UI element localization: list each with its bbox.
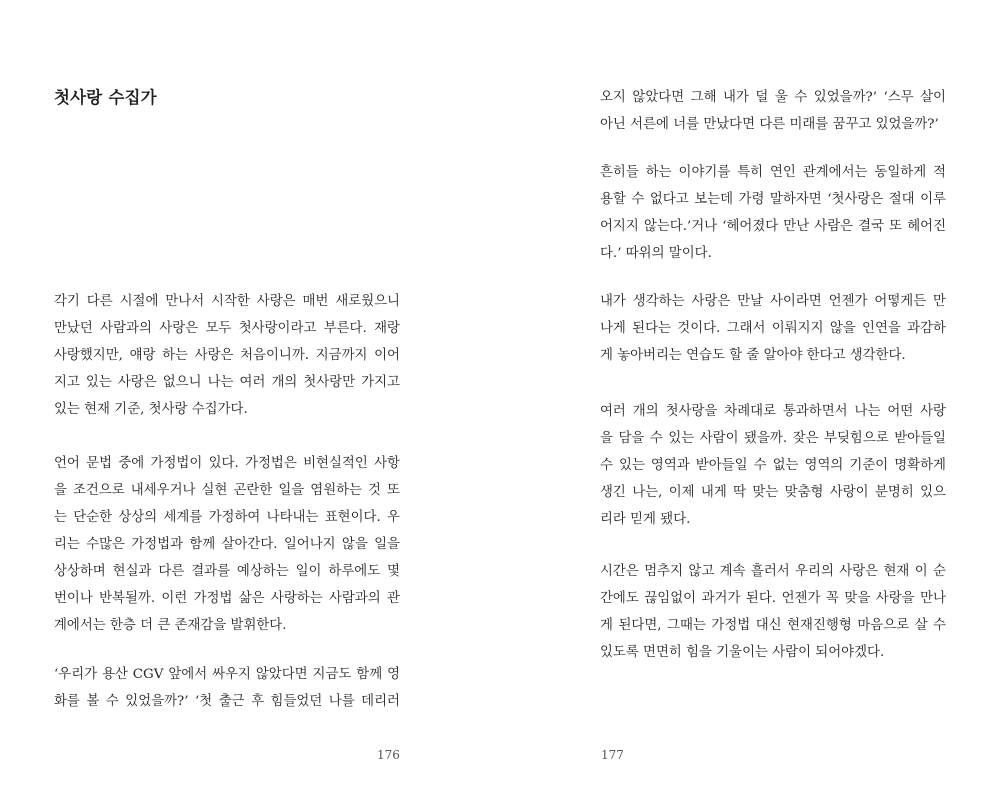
- paragraph: [600, 84, 946, 138]
- text-line: 을 담을 수 있는 사람이 됐을까. 잦은 부딪힘으로 받아들일: [600, 431, 946, 446]
- text-line: 게 된다면, 그때는 가정법 대신 현재진행형 마음으로 살 수: [600, 618, 946, 633]
- text-line: 내가 생각하는 사랑은 만날 사이라면 언젠가 어떻게든 만: [600, 294, 946, 309]
- paragraph: [600, 288, 946, 369]
- text-line: 여러 개의 첫사랑을 차례대로 통과하면서 나는 어떤 사랑: [600, 404, 946, 419]
- text-line: 만났던 사람과의 사랑은 모두 첫사랑이라고 부른다. 재랑: [54, 321, 400, 336]
- right-page: [500, 0, 1000, 809]
- text-line: 오지 않았다면 그해 내가 덜 울 수 있었을까?’ ‘스무 살이: [600, 90, 946, 105]
- paragraph: [54, 450, 400, 639]
- chapter-title: 첫사랑 수집가: [54, 88, 157, 107]
- text-line: 언어 문법 중에 가정법이 있다. 가정법은 비현실적인 사항: [54, 456, 400, 471]
- text-line: 을 조건으로 내세우거나 실현 곤란한 일을 염원하는 것 또: [54, 483, 400, 498]
- text-line: 아닌 서른에 너를 만났다면 다른 미래를 꿈꾸고 있었을까?’: [600, 117, 939, 132]
- text-line: 번이나 반복될까. 이런 가정법 삶은 사랑하는 사람과의 관: [54, 591, 400, 606]
- text-line: 계에서는 한층 더 큰 존재감을 발휘한다.: [54, 618, 287, 633]
- text-line: 나게 된다는 것이다. 그래서 이뤄지지 않을 인연을 과감하: [600, 321, 946, 336]
- paragraph: [54, 661, 400, 715]
- page-number: 177: [601, 748, 624, 762]
- page-number: 176: [377, 748, 400, 762]
- text-line: 간에도 끊임없이 과거가 된다. 언젠가 꼭 맞을 사랑을 만나: [600, 591, 946, 606]
- text-line: 각기 다른 시절에 만나서 시작한 사랑은 매번 새로웠으니: [54, 294, 400, 309]
- text-line: 지고 있는 사랑은 없으니 나는 여러 개의 첫사랑만 가지고: [54, 375, 400, 390]
- text-line: 화를 볼 수 있었을까?’ ‘첫 출근 후 힘들었던 나를 데리러: [54, 694, 400, 709]
- text-line: 수 있는 영역과 받아들일 수 없는 영역의 기준이 명확하게: [600, 458, 946, 473]
- text-line: 게 놓아버리는 연습도 할 줄 알아야 한다고 생각한다.: [600, 348, 906, 363]
- text-line: 흔히들 하는 이야기를 특히 연인 관계에서는 동일하게 적: [600, 165, 946, 180]
- text-line: 있는 현재 기준, 첫사랑 수집가다.: [54, 402, 248, 417]
- text-line: 리라 믿게 됐다.: [600, 512, 691, 527]
- text-line: 다.’ 따위의 말이다.: [600, 246, 712, 261]
- paragraph: [54, 288, 400, 423]
- text-line: 용할 수 없다고 보는데 가령 말하자면 ‘첫사랑은 절대 이루: [600, 192, 946, 207]
- text-line: 리는 수많은 가정법과 함께 살아간다. 일어나지 않을 일을: [54, 537, 400, 552]
- text-line: 상상하며 현실과 다른 결과를 예상하는 일이 하루에도 몇: [54, 564, 400, 579]
- text-line: 어지지 않는다.’거나 ‘헤어졌다 만난 사람은 결국 또 헤어진: [600, 219, 946, 234]
- text-line: ‘우리가 용산 CGV 앞에서 싸우지 않았다면 지금도 함께 영: [54, 667, 400, 682]
- paragraph: [600, 398, 946, 533]
- paragraph: [600, 558, 946, 666]
- paragraph: [600, 159, 946, 267]
- text-line: 시간은 멈추지 않고 계속 흘러서 우리의 사랑은 현재 이 순: [600, 564, 946, 579]
- text-line: 사랑했지만, 얘랑 하는 사랑은 처음이니까. 지금까지 이어: [54, 348, 400, 363]
- text-line: 있도록 면면히 힘을 기울이는 사람이 되어야겠다.: [600, 645, 885, 660]
- text-line: 생긴 나는, 이제 내게 딱 맞는 맞춤형 사랑이 분명히 있으: [600, 485, 946, 500]
- text-line: 는 단순한 상상의 세계를 가정하여 나타내는 표현이다. 우: [54, 510, 400, 525]
